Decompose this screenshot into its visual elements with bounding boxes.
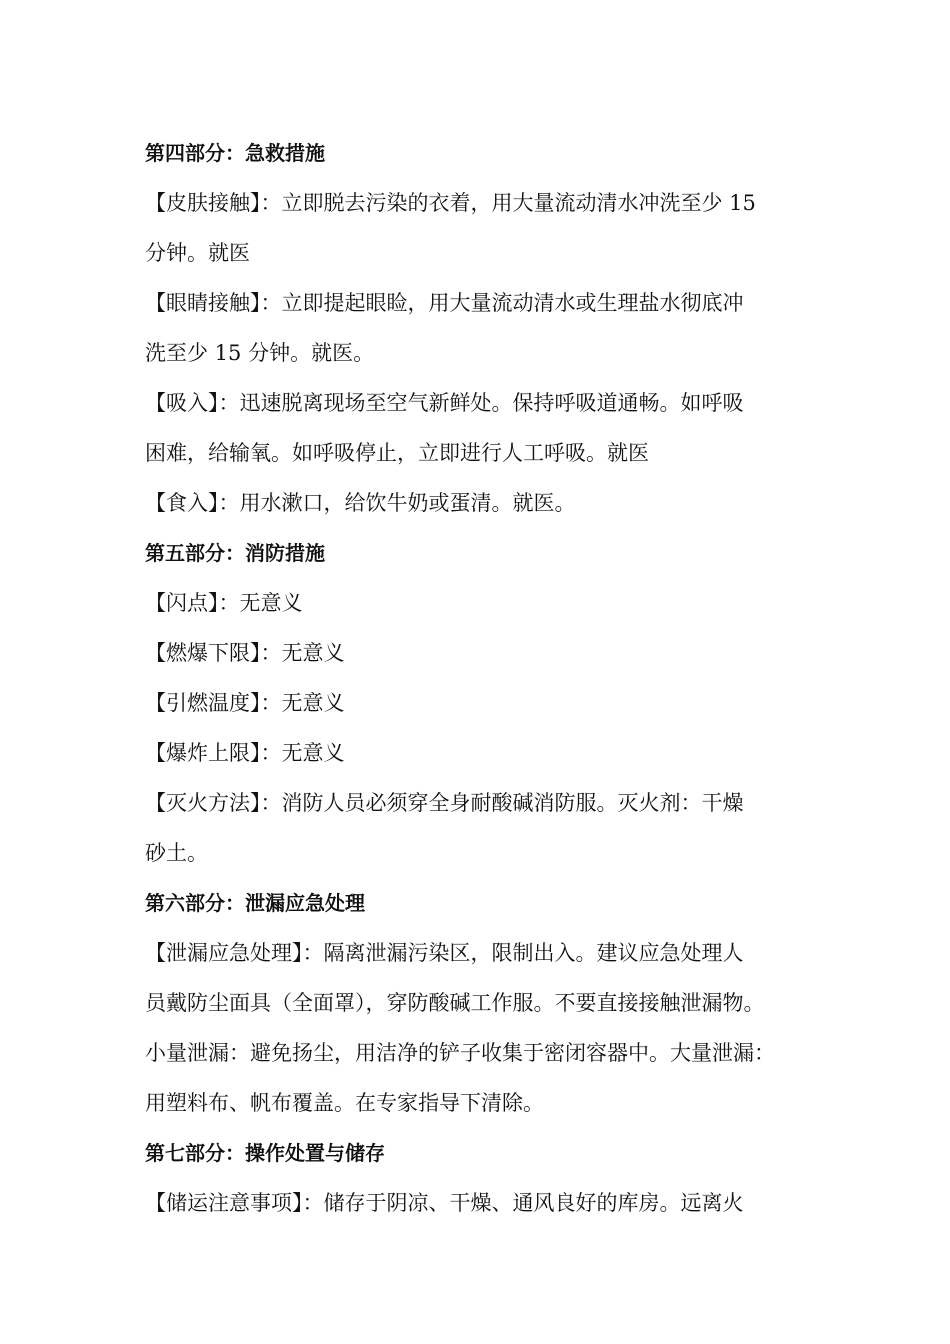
text-line-extinguishing-method-1: 【灭火方法】：消防人员必须穿全身耐酸碱消防服。灭火剂：干燥	[145, 791, 744, 815]
text-line-ignition-temperature: 【引燃温度】：无意义	[145, 691, 345, 715]
text-line-leak-handling-1: 【泄漏应急处理】：隔离泄漏污染区，限制出入。建议应急处理人	[145, 941, 744, 965]
text-line-eye-contact-1: 【眼睛接触】：立即提起眼睑，用大量流动清水或生理盐水彻底冲	[145, 291, 744, 315]
section-heading-fire-fighting: 第五部分：消防措施	[145, 541, 325, 565]
text-line-inhalation-1: 【吸入】：迅速脱离现场至空气新鲜处。保持呼吸道通畅。如呼吸	[145, 391, 744, 415]
text-line-extinguishing-method-2: 砂土。	[145, 841, 208, 865]
section-heading-first-aid: 第四部分：急救措施	[145, 141, 325, 165]
text-line-flash-point: 【闪点】：无意义	[145, 591, 303, 615]
text-line-skin-contact-2: 分钟。就医	[145, 241, 250, 265]
text-line-leak-handling-4: 用塑料布、帆布覆盖。在专家指导下清除。	[145, 1091, 544, 1115]
document-body	[145, 128, 815, 1228]
section-heading-accidental-release: 第六部分：泄漏应急处理	[145, 891, 365, 915]
section-heading-handling-storage: 第七部分：操作处置与储存	[145, 1141, 385, 1165]
text-line-inhalation-2: 困难，给输氧。如呼吸停止，立即进行人工呼吸。就医	[145, 441, 649, 465]
text-line-lower-explosive-limit: 【燃爆下限】：无意义	[145, 641, 345, 665]
text-line-leak-handling-2: 员戴防尘面具（全面罩），穿防酸碱工作服。不要直接接触泄漏物。	[145, 991, 765, 1015]
text-line-storage-notes-1: 【储运注意事项】：储存于阴凉、干燥、通风良好的库房。远离火	[145, 1191, 744, 1215]
text-line-eye-contact-2: 洗至少 15 分钟。就医。	[145, 341, 375, 365]
text-line-ingestion: 【食入】：用水漱口，给饮牛奶或蛋清。就医。	[145, 491, 576, 515]
text-line-leak-handling-3: 小量泄漏：避免扬尘，用洁净的铲子收集于密闭容器中。大量泄漏：	[145, 1041, 775, 1065]
text-line-upper-explosive-limit: 【爆炸上限】：无意义	[145, 741, 345, 765]
text-line-skin-contact-1: 【皮肤接触】：立即脱去污染的衣着，用大量流动清水冲洗至少 15	[145, 191, 756, 215]
